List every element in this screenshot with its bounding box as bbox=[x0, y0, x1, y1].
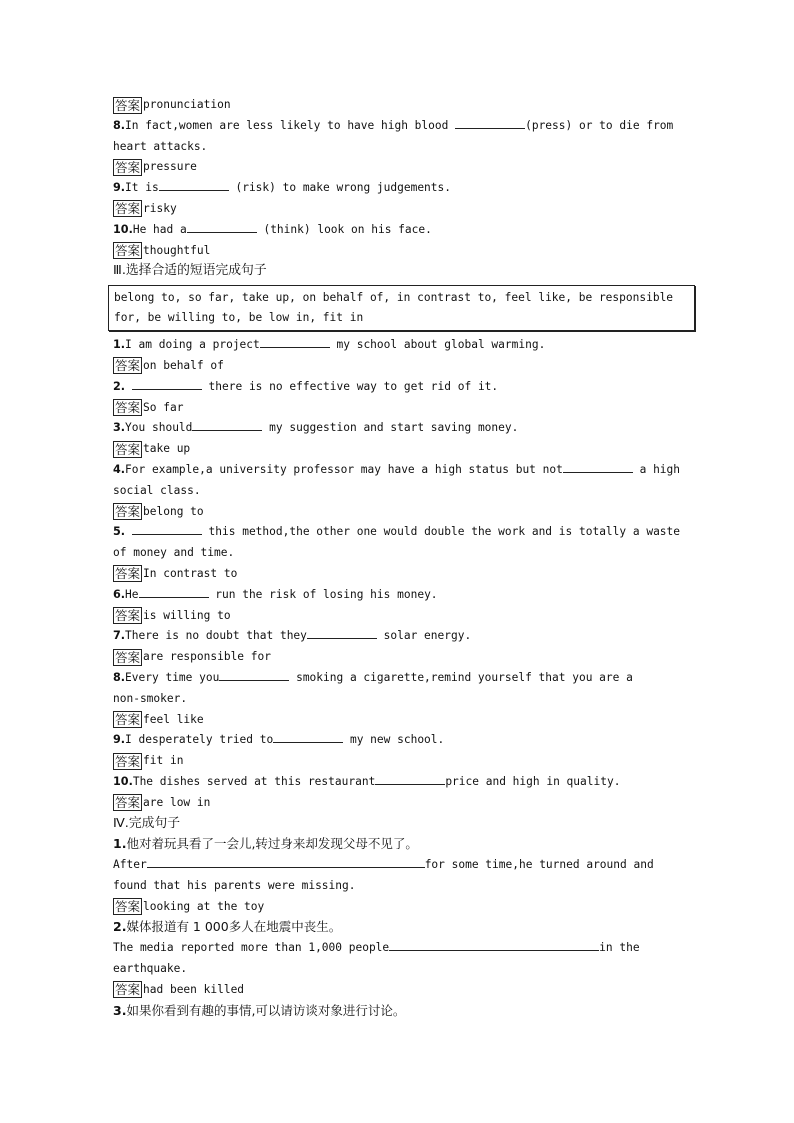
answer-line bbox=[113, 199, 698, 220]
chinese-prompt bbox=[113, 834, 698, 855]
question-continuation: social class. bbox=[113, 483, 201, 497]
answer-tag: 答案 bbox=[115, 441, 141, 457]
question-text: You should bbox=[125, 421, 193, 435]
question-number: 4. bbox=[113, 462, 126, 476]
question-line bbox=[113, 335, 698, 356]
answer-text: belong to bbox=[143, 504, 204, 518]
question-text: my school about global warming. bbox=[329, 338, 546, 352]
question-continuation: earthquake. bbox=[113, 962, 188, 976]
answer-tag: 答案 bbox=[115, 608, 141, 624]
question-text: The media reported more than 1,000 people bbox=[113, 941, 390, 955]
question-number: 2. bbox=[113, 379, 126, 393]
question-number: 7. bbox=[113, 629, 126, 643]
answer-blank[interactable] bbox=[389, 938, 599, 951]
answer-text: So far bbox=[143, 400, 184, 414]
answer-text: pronunciation bbox=[143, 98, 231, 111]
question-text: There is no doubt that they bbox=[125, 629, 307, 643]
answer-line bbox=[113, 398, 698, 419]
question-number: 10. bbox=[113, 774, 133, 788]
answer-blank[interactable] bbox=[563, 460, 633, 473]
question-text: for some time,he turned around and bbox=[424, 858, 654, 872]
question-text: smoking a cigarette,remind yourself that you are a bbox=[289, 670, 633, 684]
answer-text: take up bbox=[143, 442, 191, 456]
question-number: 3. bbox=[113, 1002, 127, 1018]
question-number: 8. bbox=[113, 118, 126, 132]
answer-line bbox=[113, 710, 698, 731]
question-number: 3. bbox=[113, 421, 126, 435]
question-text: Every time you bbox=[125, 670, 220, 684]
answer-blank[interactable] bbox=[187, 220, 257, 233]
answer-text: is willing to bbox=[143, 608, 231, 622]
question-text: solar energy. bbox=[376, 629, 472, 643]
answer-text: In contrast to bbox=[143, 566, 238, 580]
question-text: I desperately tried to bbox=[125, 733, 274, 747]
question-text: (press) or to die from bbox=[525, 118, 674, 132]
question-line bbox=[113, 626, 698, 647]
question-line bbox=[113, 377, 698, 398]
answer-text: fit in bbox=[143, 754, 184, 768]
answer-tag: 答案 bbox=[115, 97, 141, 113]
answer-text: risky bbox=[143, 201, 177, 215]
question-text: For example,a university professor may have a high status but not bbox=[125, 462, 563, 476]
answer-blank[interactable] bbox=[273, 730, 343, 743]
question-line bbox=[113, 522, 698, 543]
question-continuation: found that his parents were missing. bbox=[113, 878, 356, 892]
section-heading: Ⅲ.选择合适的短语完成句子 bbox=[113, 263, 267, 279]
question-text: (risk) to make wrong judgements. bbox=[228, 181, 452, 195]
answer-text: are responsible for bbox=[143, 650, 271, 664]
answer-text: had been killed bbox=[143, 982, 245, 996]
question-line bbox=[113, 855, 698, 876]
answer-line bbox=[113, 439, 698, 460]
question-text: a high bbox=[632, 462, 681, 476]
question-text: He bbox=[125, 587, 139, 601]
answer-text: on behalf of bbox=[143, 358, 224, 372]
answer-blank[interactable] bbox=[455, 116, 525, 129]
answer-tag: 答案 bbox=[115, 712, 141, 728]
question-line bbox=[113, 668, 698, 689]
answer-tag: 答案 bbox=[115, 243, 141, 259]
answer-text: thoughtful bbox=[143, 243, 211, 257]
answer-tag: 答案 bbox=[115, 795, 141, 811]
phrase-box bbox=[108, 285, 695, 331]
question-line bbox=[113, 418, 698, 439]
answer-text: looking at the toy bbox=[143, 899, 265, 913]
question-number: 6. bbox=[113, 587, 126, 601]
answer-tag: 答案 bbox=[115, 566, 141, 582]
worksheet-page bbox=[113, 95, 698, 1021]
answer-line bbox=[113, 502, 698, 523]
question-text: this method,the other one would double the work and is totally a waste bbox=[201, 525, 681, 539]
answer-line bbox=[113, 95, 698, 116]
question-line bbox=[113, 116, 698, 137]
answer-line bbox=[113, 751, 698, 772]
answer-line bbox=[113, 606, 698, 627]
phrase-list: belong to, so far, take up, on behalf of, in contrast to, feel like, be responsible bbox=[114, 291, 674, 305]
question-line bbox=[113, 730, 698, 751]
question-text bbox=[125, 525, 132, 538]
answer-line bbox=[113, 157, 698, 178]
question-number: 8. bbox=[113, 670, 126, 684]
chinese-prompt bbox=[113, 917, 698, 938]
question-line bbox=[113, 938, 698, 959]
answer-tag: 答案 bbox=[115, 753, 141, 769]
chinese-text: 如果你看到有趣的事情,可以请访谈对象进行讨论。 bbox=[126, 1002, 406, 1018]
question-text: The dishes served at this restaurant bbox=[132, 774, 376, 788]
answer-line bbox=[113, 647, 698, 668]
question-text: there is no effective way to get rid of it. bbox=[201, 379, 499, 393]
question-text: my new school. bbox=[343, 733, 445, 747]
answer-text: pressure bbox=[143, 160, 197, 174]
answer-tag: 答案 bbox=[115, 899, 141, 915]
question-line bbox=[113, 460, 698, 481]
answer-tag: 答案 bbox=[115, 201, 141, 217]
section-heading: Ⅳ.完成句子 bbox=[113, 815, 181, 831]
question-text: price and high in quality. bbox=[445, 774, 621, 788]
answer-blank[interactable] bbox=[219, 668, 289, 681]
question-line bbox=[113, 585, 698, 606]
question-number: 5. bbox=[113, 525, 126, 539]
answer-blank[interactable] bbox=[260, 335, 330, 348]
question-number: 1. bbox=[113, 836, 127, 852]
question-line bbox=[113, 220, 698, 241]
answer-line bbox=[113, 241, 698, 262]
chinese-text: 他对着玩具看了一会儿,转过身来却发现父母不见了。 bbox=[126, 836, 418, 852]
question-text: He had a bbox=[132, 222, 187, 236]
answer-line bbox=[113, 897, 698, 918]
question-number: 9. bbox=[113, 181, 126, 195]
question-text: in the bbox=[599, 941, 640, 955]
answer-blank[interactable] bbox=[139, 585, 209, 598]
answer-text: are low in bbox=[143, 795, 211, 809]
question-number: 2. bbox=[113, 919, 127, 935]
answer-blank[interactable] bbox=[147, 855, 425, 868]
question-text: (think) look on his face. bbox=[256, 222, 432, 236]
answer-blank[interactable] bbox=[192, 418, 262, 431]
question-number: 1. bbox=[113, 338, 126, 352]
question-text: I am doing a project bbox=[125, 338, 260, 352]
answer-tag: 答案 bbox=[115, 649, 141, 665]
answer-line bbox=[113, 356, 698, 377]
question-text: my suggestion and start saving money. bbox=[262, 421, 519, 435]
answer-line bbox=[113, 564, 698, 585]
question-continuation: heart attacks. bbox=[113, 139, 208, 153]
answer-line bbox=[113, 980, 698, 1001]
question-number: 10. bbox=[113, 222, 133, 236]
phrase-list: for, be willing to, be low in, fit in bbox=[114, 311, 364, 325]
answer-tag: 答案 bbox=[115, 159, 141, 175]
question-text: In fact,women are less likely to have high blood bbox=[125, 118, 456, 132]
answer-blank[interactable] bbox=[375, 772, 445, 785]
question-text: It is bbox=[125, 181, 159, 195]
question-line bbox=[113, 178, 698, 199]
answer-blank[interactable] bbox=[132, 377, 202, 390]
answer-blank[interactable] bbox=[159, 178, 229, 191]
chinese-text: 媒体报道有 1 000多人在地震中丧生。 bbox=[126, 919, 342, 935]
answer-tag: 答案 bbox=[115, 400, 141, 416]
question-number: 9. bbox=[113, 733, 126, 747]
answer-tag: 答案 bbox=[115, 504, 141, 520]
answer-text: feel like bbox=[143, 712, 204, 726]
question-line bbox=[113, 772, 698, 793]
answer-blank[interactable] bbox=[132, 522, 202, 535]
answer-blank[interactable] bbox=[307, 626, 377, 639]
answer-tag: 答案 bbox=[115, 358, 141, 374]
question-text: After bbox=[113, 858, 147, 872]
question-text bbox=[125, 380, 132, 393]
question-text: run the risk of losing his money. bbox=[208, 587, 438, 601]
chinese-prompt bbox=[113, 1001, 698, 1022]
question-continuation: non-smoker. bbox=[113, 691, 188, 705]
answer-line bbox=[113, 793, 698, 814]
answer-tag: 答案 bbox=[115, 982, 141, 998]
question-continuation: of money and time. bbox=[113, 546, 235, 560]
